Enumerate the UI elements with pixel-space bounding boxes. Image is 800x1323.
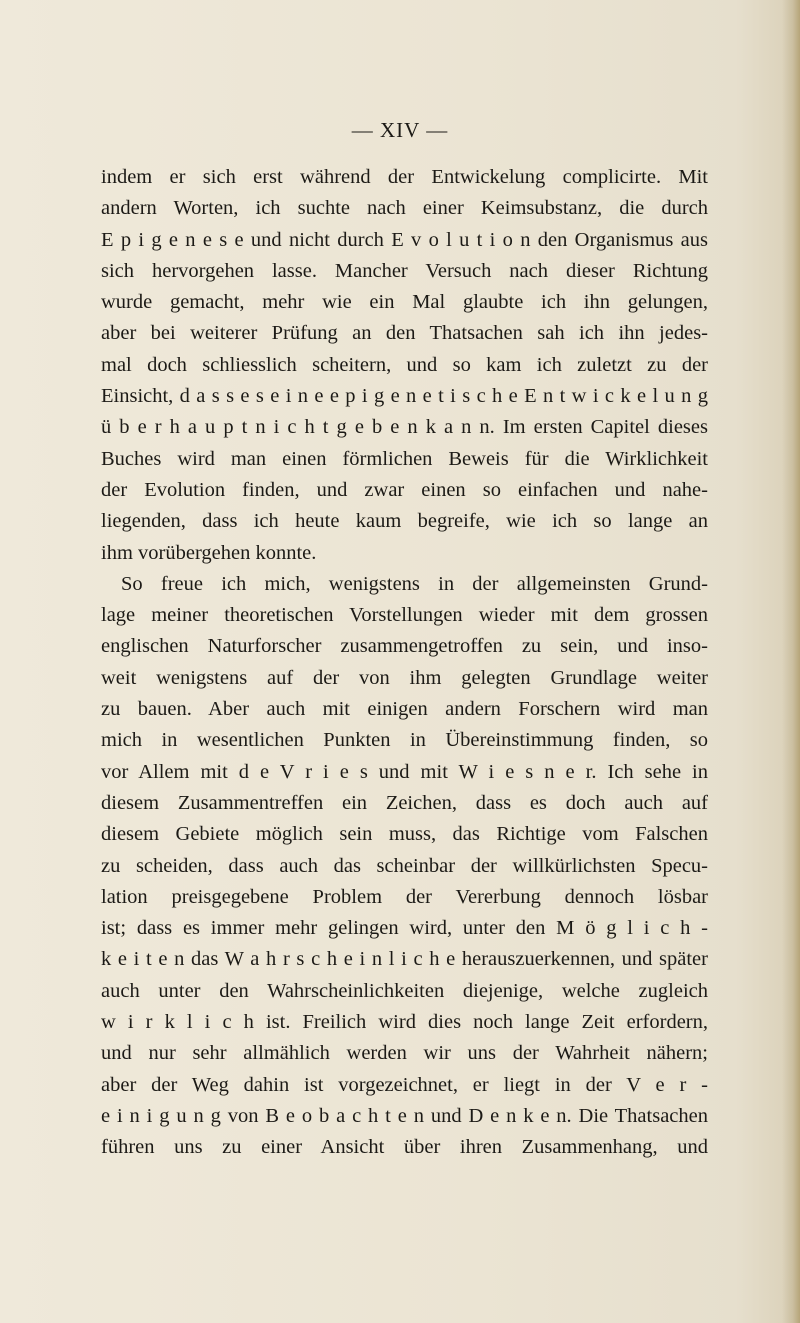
text-line: auch unter den Wahrscheinlichkeiten diejenige, welche zugleich xyxy=(101,979,708,1002)
text-line: So freue ich mich, wenigstens in der allgemeinsten Grund- xyxy=(121,572,708,595)
text-line: aber der Weg dahin ist vorgezeichnet, er liegt in der V e r - xyxy=(101,1073,708,1096)
text-line: e i n i g u n g von B e o b a c h t e n und D e n k e n. Die Thatsachen xyxy=(101,1104,708,1127)
text-line: andern Worten, ich suchte nach einer Keimsubstanz, die durch xyxy=(101,197,708,220)
text-line: ihm vorübergehen konnte. xyxy=(101,541,317,564)
text-line: wurde gemacht, mehr wie ein Mal glaubte ich ihn gelungen, xyxy=(101,291,708,314)
text-line: englischen Naturforscher zusammengetroffen zu sein, und inso- xyxy=(101,635,708,658)
text-line: vor Allem mit d e V r i e s und mit W i e s n e r. Ich sehe in xyxy=(101,760,708,783)
text-line: führen uns zu einer Ansicht über ihren Zusammenhang, und xyxy=(101,1136,708,1159)
text-line: zu bauen. Aber auch mit einigen andern Forschern wird man xyxy=(101,698,708,721)
text-line: diesem Gebiete möglich sein muss, das Richtige vom Falschen xyxy=(101,823,708,846)
text-line: der Evolution finden, und zwar einen so einfachen und nahe- xyxy=(101,478,708,501)
text-line: lage meiner theoretischen Vorstellungen wieder mit dem grossen xyxy=(101,604,708,627)
text-line: Einsicht, d a s s e s e i n e e p i g e n e t i s c h e E n t w i c k e l u n g xyxy=(101,385,708,408)
text-line: und nur sehr allmählich werden wir uns der Wahrheit nähern; xyxy=(101,1042,708,1065)
text-line: liegenden, dass ich heute kaum begreife, wie ich so lange an xyxy=(101,510,708,533)
text-line: lation preisgegebene Problem der Vererbung dennoch lösbar xyxy=(101,885,708,908)
text-line: indem er sich erst während der Entwickelung complicirte. Mit xyxy=(101,166,708,188)
text-line: Buches wird man einen förmlichen Beweis für die Wirklichkeit xyxy=(101,447,708,470)
text-line: diesem Zusammentreffen ein Zeichen, dass es doch auch auf xyxy=(101,791,708,814)
body-text xyxy=(101,162,708,1164)
text-line: mal doch schliesslich scheitern, und so kam ich zuletzt zu der xyxy=(101,353,708,376)
text-line: sich hervorgehen lasse. Mancher Versuch nach dieser Richtung xyxy=(101,259,708,282)
text-line: E p i g e n e s e und nicht durch E v o l u t i o n den Organismus aus xyxy=(101,228,708,251)
text-line: weit wenigstens auf der von ihm gelegten Grundlage weiter xyxy=(101,666,708,689)
text-line: zu scheiden, dass auch das scheinbar der willkürlichsten Specu- xyxy=(101,854,708,877)
text-line: aber bei weiterer Prüfung an den Thatsachen sah ich ihn jedes- xyxy=(101,322,708,345)
text-line: ist; dass es immer mehr gelingen wird, unter den M ö g l i c h - xyxy=(101,917,708,940)
text-line: mich in wesentlichen Punkten in Übereinstimmung finden, so xyxy=(101,729,708,752)
text-line: w i r k l i c h ist. Freilich wird dies noch lange Zeit erfordern, xyxy=(101,1011,708,1034)
page-edge-shadow xyxy=(782,0,800,1323)
page-number-header: — XIV — xyxy=(351,118,449,142)
text-line: k e i t e n das W a h r s c h e i n l i c h e herauszuerkennen, und später xyxy=(101,948,708,971)
text-line: ü b e r h a u p t n i c h t g e b e n k a n n. Im ersten Capitel dieses xyxy=(101,416,708,439)
